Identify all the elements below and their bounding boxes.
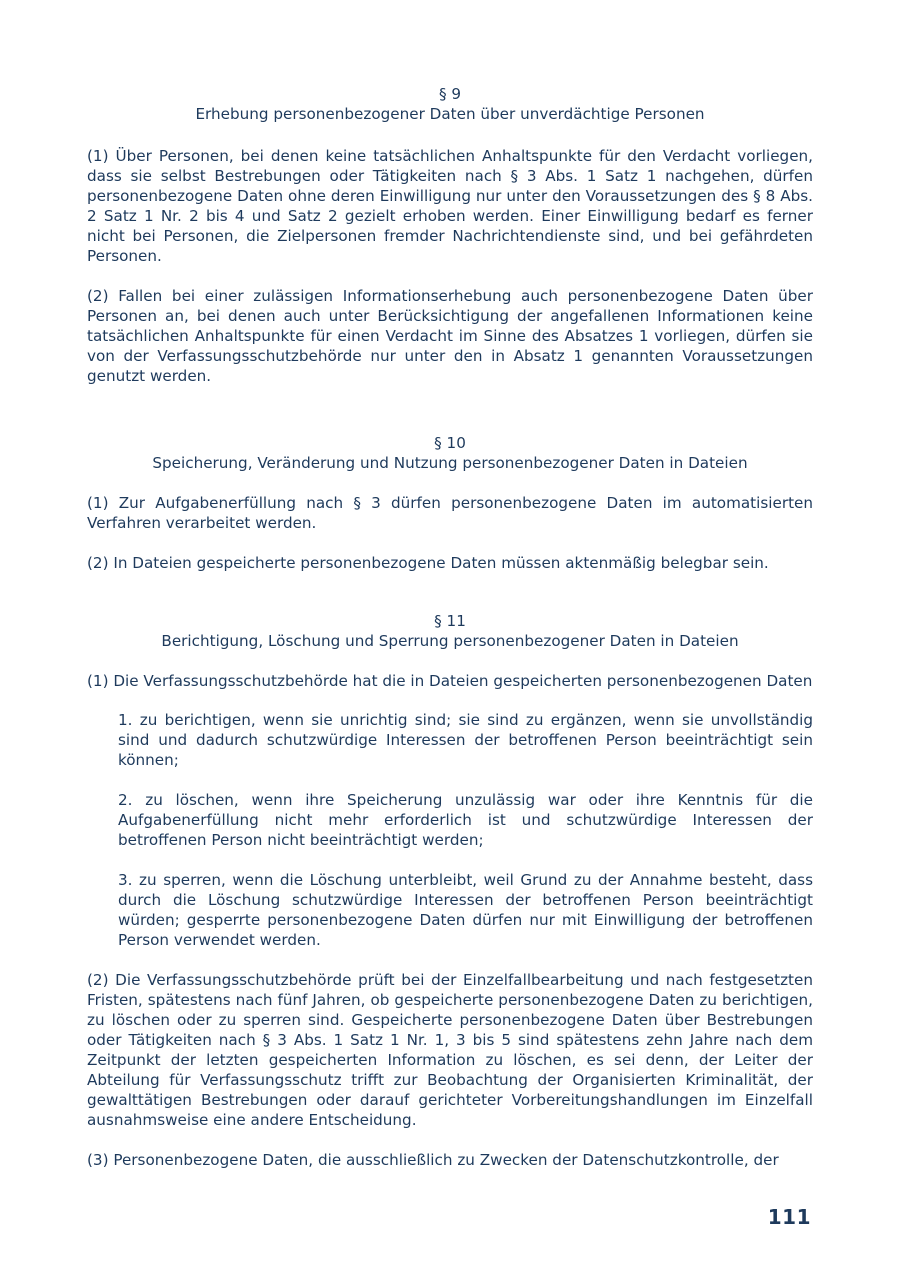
section-title: Speicherung, Veränderung und Nutzung personenbezogener Daten in Dateien	[152, 454, 748, 472]
page-number: 111	[767, 1205, 811, 1229]
paragraph: (1) Die Verfassungsschutzbehörde hat die in Dateien gespeicherten personenbezogenen Daten	[87, 672, 813, 690]
paragraph: (2) Die Verfassungsschutzbehörde prüft bei der Einzelfallbearbeitung und nach festgesetzten Fristen, spätestens nach fünf Jahren, ob gespeicherte personenbezogene Daten zu berichtigen, zu löschen oder zu sperren sind. Gespeicherte personenbezogene Daten über Bestrebungen oder Tätigkeiten nach § 3 Abs. 1 Satz 1 Nr. 1, 3 bis 5 sind spätestens zehn Jahre nach dem Zeitpunkt der letzten gespeicherten Information zu löschen, es sei denn, der Leiter der Abteilung für Verfassungsschutz trifft zur Beobachtung der Organisierten Kriminalität, der gewalttätigen Bestrebungen oder darauf gerichteter Vorbereitungshandlungen im Einzelfall ausnahmsweise eine andere Entscheidung.	[87, 971, 813, 1129]
section-9-heading	[87, 84, 813, 124]
section-11-heading	[87, 611, 813, 651]
section-10-heading	[87, 433, 813, 473]
list-item: 1. zu berichtigen, wenn sie unrichtig sind; sie sind zu ergänzen, wenn sie unvollständig sind und dadurch schutzwürdige Interessen der betroffenen Person beeinträchtigt sein können;	[118, 711, 813, 769]
document-page	[87, 84, 813, 1170]
section-number: § 9	[438, 85, 462, 103]
paragraph: (3) Personenbezogene Daten, die ausschließlich zu Zwecken der Datenschutzkontrolle, der	[87, 1151, 779, 1169]
list-item: 2. zu löschen, wenn ihre Speicherung unzulässig war oder ihre Kenntnis für die Aufgabenerfüllung nicht mehr erforderlich ist und schutzwürdige Interessen der betroffenen Person nicht beeinträchtigt werden;	[118, 791, 813, 849]
section-title: Berichtigung, Löschung und Sperrung personenbezogener Daten in Dateien	[161, 632, 739, 650]
section-title: Erhebung personenbezogener Daten über unverdächtige Personen	[195, 105, 705, 123]
section-number: § 10	[434, 434, 466, 452]
paragraph: (2) In Dateien gespeicherte personenbezogene Daten müssen aktenmäßig belegbar sein.	[87, 554, 769, 572]
paragraph: (1) Über Personen, bei denen keine tatsächlichen Anhaltspunkte für den Verdacht vorliegen, dass sie selbst Bestrebungen oder Tätigkeiten nach § 3 Abs. 1 Satz 1 nachgehen, dürfen personenbezogene Daten ohne deren Einwilligung nur unter den Voraussetzungen des § 8 Abs. 2 Satz 1 Nr. 2 bis 4 und Satz 2 gezielt erhoben werden. Einer Einwilligung bedarf es ferner nicht bei Personen, die Zielpersonen fremder Nachrichtendienste sind, und bei gefährdeten Personen.	[87, 147, 813, 265]
paragraph: (2) Fallen bei einer zulässigen Informationserhebung auch personenbezogene Daten über Personen an, bei denen auch unter Berücksichtigung der angefallenen Informationen keine tatsächlichen Anhaltspunkte für einen Verdacht im Sinne des Absatzes 1 vorliegen, dürfen sie von der Verfassungsschutzbehörde nur unter den in Absatz 1 genannten Voraussetzungen genutzt werden.	[87, 287, 813, 385]
list-item: 3. zu sperren, wenn die Löschung unterbleibt, weil Grund zu der Annahme besteht, dass durch die Löschung schutzwürdige Interessen der betroffenen Person beeinträchtigt würden; gesperrte personenbezogene Daten dürfen nur mit Einwilligung der betroffenen Person verwendet werden.	[118, 871, 813, 949]
section-number: § 11	[434, 612, 466, 630]
paragraph: (1) Zur Aufgabenerfüllung nach § 3 dürfen personenbezogene Daten im automatisierten Verfahren verarbeitet werden.	[87, 494, 813, 532]
